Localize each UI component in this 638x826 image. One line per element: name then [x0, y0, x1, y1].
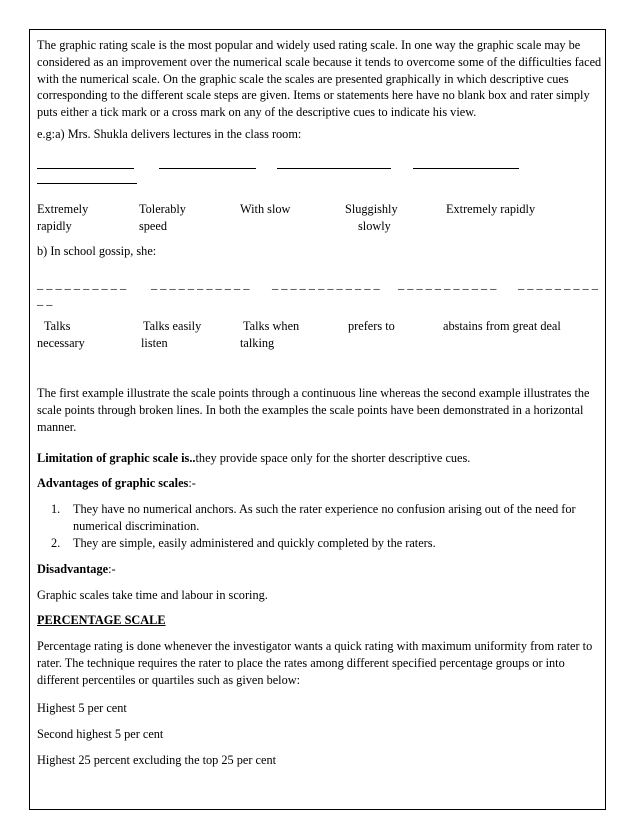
limitation-paragraph	[37, 450, 605, 467]
scale-line-2	[159, 160, 256, 169]
intro-paragraph: The graphic rating scale is the most popular and widely used rating scale. In one way the graphic scale may be considered as an improvement over the numerical scale because it tends to overcome some of the difficulties faced with the numerical scale. On the graphic scale the scales are presented graphically in which descriptive cues corresponding to the different scale steps are given. Items or statements here have no blank box and rater simply puts either a tick mark or a cross mark on any of the descriptive cues to indicate his view.	[37, 38, 602, 120]
dashed-line-3: _ _ _ _ _ _ _ _ _ _ _ _	[272, 277, 380, 291]
scale-line-5	[37, 175, 137, 184]
list-number: 2.	[51, 536, 61, 550]
advantages-heading: Advantages of graphic scales:-	[37, 476, 196, 490]
example-a-labels-row2	[37, 218, 605, 235]
limitation-label: Limitation of graphic scale is..	[37, 451, 196, 465]
example-b-labels-row1	[37, 318, 605, 335]
cue-label: Extremely	[37, 202, 89, 216]
cue-label: listen	[141, 336, 168, 350]
example-a-solid-lines-wrap	[37, 175, 605, 192]
disadvantage-text: Graphic scales take time and labour in scoring.	[37, 588, 268, 602]
example-b-heading: b) In school gossip, she:	[37, 244, 157, 258]
cue-label: speed	[139, 219, 167, 233]
example-b-dashed-lines	[37, 276, 605, 293]
percentage-line: Highest 5 per cent	[37, 701, 127, 715]
percentage-line: Second highest 5 per cent	[37, 727, 164, 741]
example-a-labels-row1	[37, 201, 605, 218]
list-text: They are simple, easily administered and quickly completed by the raters.	[73, 536, 436, 550]
cue-label: Talks when	[243, 319, 300, 333]
cue-label: With slow	[240, 202, 291, 216]
dashed-line-4: _ _ _ _ _ _ _ _ _ _ _	[398, 277, 497, 291]
scale-line-3	[277, 160, 391, 169]
dashed-line-1: _ _ _ _ _ _ _ _ _ _	[37, 277, 127, 291]
cue-label: prefers to	[348, 319, 395, 333]
list-number: 1.	[51, 502, 61, 516]
cue-label: Extremely rapidly	[446, 202, 536, 216]
scale-line-1	[37, 160, 134, 169]
limitation-text: they provide space only for the shorter descriptive cues.	[195, 451, 471, 465]
percentage-line: Highest 25 percent excluding the top 25 per cent	[37, 753, 277, 767]
dashed-line-2: _ _ _ _ _ _ _ _ _ _ _	[151, 277, 250, 291]
cue-label: abstains from great deal	[443, 319, 561, 333]
example-a-heading: e.g:a) Mrs. Shukla delivers lectures in the class room:	[37, 127, 302, 141]
list-text: They have no numerical anchors. As such the rater experience no confusion arising out of the need for numerical discrimination.	[73, 502, 576, 533]
dashed-line-5: _ _ _ _ _ _ _ _ _	[518, 277, 598, 291]
cue-label: talking	[240, 336, 275, 350]
example-b-dashed-wrap	[37, 292, 605, 309]
cue-label: slowly	[358, 219, 391, 233]
cue-label: necessary	[37, 336, 85, 350]
cue-label: rapidly	[37, 219, 72, 233]
cue-label: Talks easily	[143, 319, 202, 333]
cue-label: Tolerably	[139, 202, 186, 216]
disadvantage-heading: Disadvantage:-	[37, 562, 116, 576]
example-b-labels-row2	[37, 335, 605, 352]
percentage-paragraph: Percentage rating is done whenever the investigator wants a quick rating with maximum uniformity from rater to rater. The technique requires the rater to place the rates among different specified percentage groups or into different percentiles or quartiles such as given below:	[37, 639, 593, 687]
scale-line-4	[413, 160, 519, 169]
cue-label: Sluggishly	[345, 202, 398, 216]
cue-label: Talks	[44, 319, 71, 333]
section-heading: PERCENTAGE SCALE	[37, 613, 166, 627]
dashed-line-wrap: _ _	[37, 293, 53, 307]
summary-paragraph: The first example illustrate the scale points through a continuous line whereas the second example illustrates the scale points through broken lines. In both the examples the scale points have been demonstrated in a horizontal manner.	[37, 386, 590, 434]
